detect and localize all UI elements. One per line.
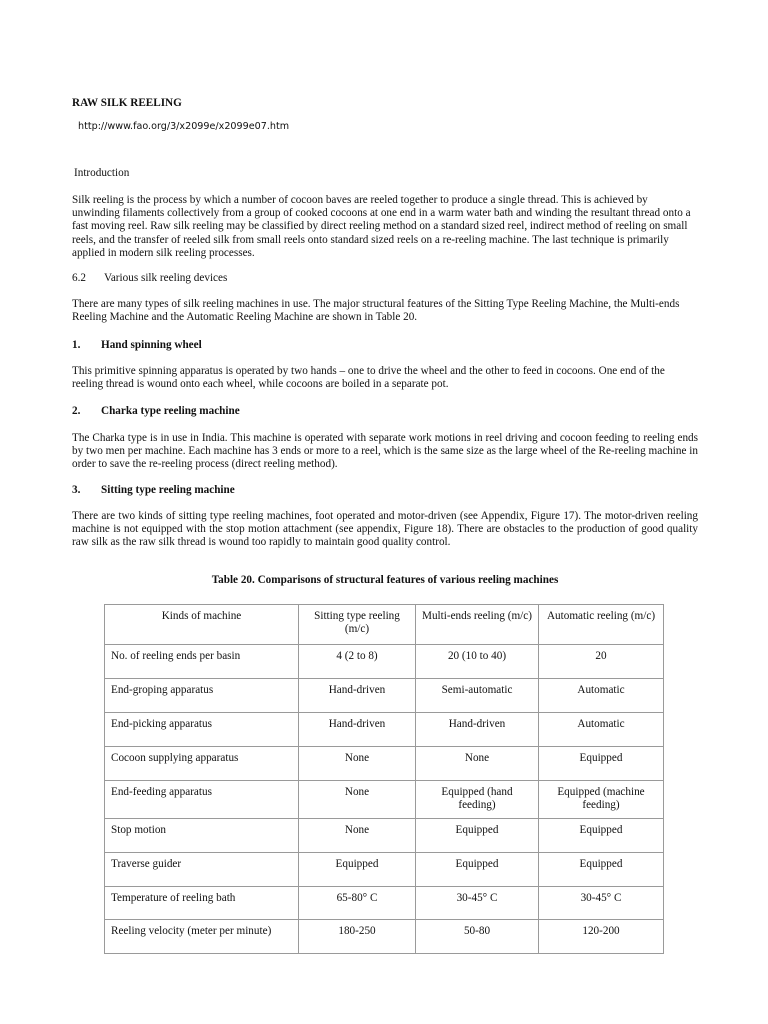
- table-cell: End-groping apparatus: [105, 679, 299, 713]
- table-cell: None: [299, 819, 416, 853]
- item-2-heading: [72, 405, 240, 418]
- table-cell: Semi-automatic: [416, 679, 539, 713]
- table-row: [105, 887, 664, 920]
- header-cell: Sitting type reeling (m/c): [299, 605, 416, 645]
- table-caption: Table 20. Comparisons of structural features of various reeling machines: [211, 574, 559, 586]
- table-cell: Traverse guider: [105, 853, 299, 887]
- table-header-row: [105, 605, 664, 645]
- table-cell: Equipped: [299, 853, 416, 887]
- table-cell: 50-80: [416, 920, 539, 954]
- item-3-paragraph: There are two kinds of sitting type reeling machines, foot operated and motor-driven (see Appendix, Figure 17). The motor-driven reeling machine is not equipped with the stop motion attachment (see appendix, Figure 18). There are obstacles to the production of good quality raw silk as the raw silk thread is wound too rapidly to maintain good quality control.: [72, 510, 698, 549]
- table-cell: 20 (10 to 40): [416, 645, 539, 679]
- table-cell: Reeling velocity (meter per minute): [105, 920, 299, 954]
- table-cell: None: [416, 747, 539, 781]
- table-cell: Equipped: [416, 853, 539, 887]
- table-cell: 30-45° C: [416, 887, 539, 920]
- table-cell: 20: [539, 645, 664, 679]
- item-1-paragraph: This primitive spinning apparatus is operated by two hands – one to drive the wheel and the other to feed in cocoons. One end of the reeling thread is wound onto each wheel, while cocoons are boiled in a separate pot.: [72, 365, 665, 391]
- table-cell: 4 (2 to 8): [299, 645, 416, 679]
- table-cell: None: [299, 747, 416, 781]
- header-cell: Automatic reeling (m/c): [539, 605, 664, 645]
- table-row: [105, 853, 664, 887]
- table-cell: Automatic: [539, 679, 664, 713]
- table-row: [105, 679, 664, 713]
- table-cell: End-picking apparatus: [105, 713, 299, 747]
- table-cell: Temperature of reeling bath: [105, 887, 299, 920]
- item-number: 3.: [72, 484, 81, 496]
- table-cell: Hand-driven: [299, 679, 416, 713]
- item-title: Sitting type reeling machine: [101, 484, 235, 496]
- table-cell: Equipped: [416, 819, 539, 853]
- table-row: [105, 713, 664, 747]
- table-row: [105, 819, 664, 853]
- table-cell: Equipped: [539, 853, 664, 887]
- table-cell: Stop motion: [105, 819, 299, 853]
- table-cell: Equipped: [539, 819, 664, 853]
- item-number: 1.: [72, 339, 81, 351]
- table-row: [105, 747, 664, 781]
- table-cell: No. of reeling ends per basin: [105, 645, 299, 679]
- table-cell: 120-200: [539, 920, 664, 954]
- item-3-heading: [72, 484, 235, 497]
- source-link[interactable]: http://www.fao.org/3/x2099e/x2099e07.htm: [78, 121, 290, 132]
- section-number: 6.2: [72, 272, 86, 284]
- item-title: Charka type reeling machine: [101, 405, 240, 417]
- section-title: Various silk reeling devices: [104, 272, 228, 284]
- table-row: [105, 781, 664, 819]
- page-title: RAW SILK REELING: [72, 97, 182, 109]
- comparison-table: [104, 604, 664, 954]
- header-cell: Multi-ends reeling (m/c): [416, 605, 539, 645]
- section-6-2-heading: [72, 272, 227, 285]
- table-cell: 180-250: [299, 920, 416, 954]
- intro-paragraph: Silk reeling is the process by which a number of cocoon baves are reeled together to produce a single thread. This is achieved by unwinding filaments collectively from a group of cooked cocoons at one end in a warm water bath and winding the resultant thread onto a fast moving reel. Raw silk reeling may be classified by direct reeling method on a standard sized reel, indirect method of reeling on small reels, and the transfer of reeled silk from small reels onto standard sized reels on a re-reeling machine. The last technique is primarily applied in modern silk reeling processes.: [72, 194, 691, 259]
- table-row: [105, 920, 664, 954]
- item-number: 2.: [72, 405, 81, 417]
- table-cell: Automatic: [539, 713, 664, 747]
- section-6-2-paragraph: There are many types of silk reeling machines in use. The major structural features of the Sitting Type Reeling Machine, the Multi-ends Reeling Machine and the Automatic Reeling Machine are shown in Table 20.: [72, 298, 680, 324]
- table-cell: 65-80° C: [299, 887, 416, 920]
- header-cell: Kinds of machine: [105, 605, 299, 645]
- intro-heading: Introduction: [74, 167, 130, 179]
- table-cell: Equipped (hand feeding): [416, 781, 539, 819]
- table-cell: 30-45° C: [539, 887, 664, 920]
- table-cell: End-feeding apparatus: [105, 781, 299, 819]
- item-title: Hand spinning wheel: [101, 339, 202, 351]
- item-1-heading: [72, 339, 202, 352]
- table-row: [105, 645, 664, 679]
- item-2-paragraph: The Charka type is in use in India. This machine is operated with separate work motions in reel driving and cocoon feeding to reeling ends by two men per machine. Each machine has 3 ends or more to a reel, which is the same size as the large wheel of the Re-reeling machine in order to save the re-reeling process (direct reeling method).: [72, 432, 698, 471]
- table-cell: Equipped (machine feeding): [539, 781, 664, 819]
- table-cell: Hand-driven: [416, 713, 539, 747]
- table-cell: Hand-driven: [299, 713, 416, 747]
- table-cell: Cocoon supplying apparatus: [105, 747, 299, 781]
- table-cell: None: [299, 781, 416, 819]
- table-cell: Equipped: [539, 747, 664, 781]
